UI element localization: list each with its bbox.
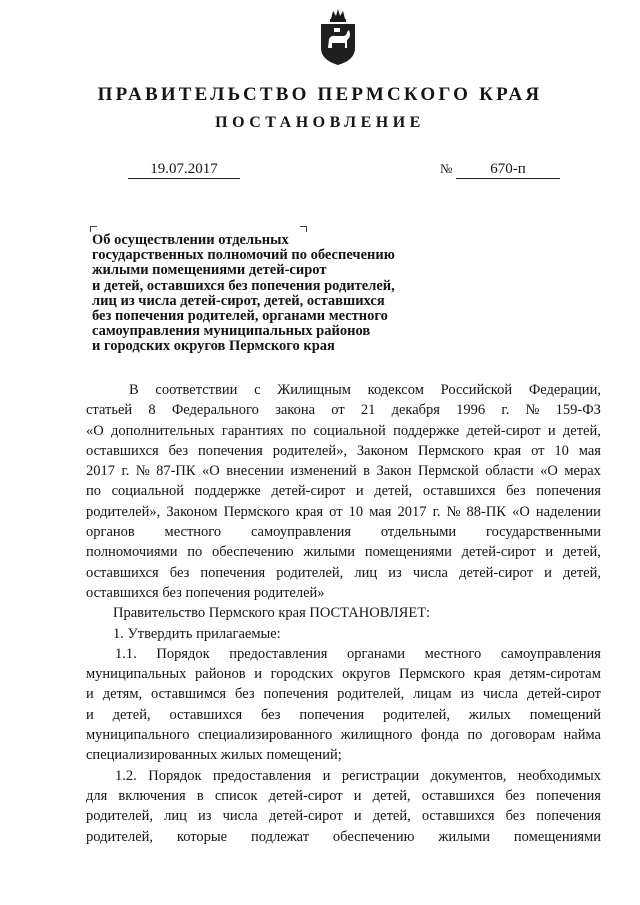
word: родителей», [86, 503, 161, 520]
word: изменений [290, 463, 357, 480]
document-body [86, 380, 601, 847]
word: без [169, 564, 190, 581]
item-1-1-line [86, 705, 601, 725]
number-sign: № [440, 161, 453, 176]
word: и [86, 686, 94, 703]
word: числа [412, 564, 448, 581]
subject-bracket-right [300, 226, 307, 232]
word: кодексом [367, 382, 424, 398]
item-1-1-line [86, 664, 601, 684]
coat-of-arms-icon [316, 8, 360, 66]
word: родителей, [337, 686, 405, 703]
word: Федерации, [528, 382, 601, 398]
word: Жилищным [277, 382, 351, 398]
word: и [86, 706, 94, 723]
authority-title: ПРАВИТЕЛЬСТВО ПЕРМСКОГО КРАЯ [97, 84, 543, 105]
word: городских [270, 666, 334, 683]
word: органов [86, 524, 135, 541]
word: без [505, 808, 526, 825]
body-line [86, 421, 601, 441]
word: жилищного [340, 727, 413, 744]
word: из [388, 564, 402, 581]
word: «О [202, 463, 220, 480]
item-1-2-line [86, 786, 601, 806]
word: закона [275, 402, 316, 419]
subject-line: Об осуществлении отдельных [92, 232, 289, 248]
word: попечения [200, 564, 266, 581]
word: оставшихся [169, 706, 243, 723]
body-line [86, 542, 601, 562]
word: 10 [554, 442, 569, 459]
body-line [86, 441, 601, 461]
word: дополнительных [111, 422, 215, 439]
word: Российской [440, 382, 513, 398]
word: детей-сирот [271, 483, 346, 500]
item-1-2-line [86, 766, 601, 786]
word: от [329, 503, 343, 520]
word: полномочиями [86, 544, 178, 561]
body-line [86, 563, 601, 583]
word: обеспечению [212, 544, 294, 561]
word: помещениями [513, 828, 601, 845]
word: оставшихся [421, 808, 495, 825]
word: необходимых [517, 767, 601, 784]
word: жилых [468, 706, 511, 723]
word: лиц [354, 564, 378, 581]
word: области [485, 463, 534, 480]
word: Законом [356, 442, 409, 459]
word: декабря [391, 402, 440, 419]
word: лиц [164, 808, 187, 825]
word: края [493, 442, 522, 459]
word: наделении [535, 503, 601, 520]
word: которые [176, 828, 228, 845]
word: поддержке [194, 483, 261, 500]
word: родителей, [382, 706, 451, 723]
word: поддержке [393, 422, 460, 439]
word: детей, [372, 787, 411, 804]
word: детей-сирот [268, 808, 343, 825]
word: «О [540, 463, 558, 480]
word: по [467, 727, 483, 744]
word: Законом [166, 503, 218, 520]
document-number: 670-п [456, 160, 560, 179]
word: 2017 [86, 463, 115, 480]
word: помещений [529, 706, 601, 723]
word: по [86, 483, 102, 500]
word: детей, [372, 808, 411, 825]
word: оставшихся [421, 787, 495, 804]
body-line [86, 461, 601, 481]
word: «О [86, 422, 104, 439]
word: по [187, 544, 203, 561]
word: муниципального [86, 727, 190, 744]
word: оставшихся [86, 442, 159, 459]
word: 87-ПК [156, 463, 196, 480]
item-1-1-line: специализированных жилых помещений; [86, 747, 342, 764]
word: предоставления [229, 645, 328, 662]
word: мая [369, 503, 392, 520]
word: г. [121, 463, 130, 480]
document-subject [92, 233, 395, 355]
word: попечения [299, 706, 365, 723]
word: Пермского [223, 503, 290, 520]
word: 2017 [397, 503, 427, 520]
word: регистрации [341, 767, 420, 784]
word: помещениями [364, 544, 452, 561]
word: жилыми [438, 828, 491, 845]
word: от [331, 402, 345, 419]
word: 8 [148, 402, 156, 419]
word: и [254, 666, 262, 683]
word: числа [482, 686, 519, 703]
word: Федерального [171, 402, 259, 419]
word: попечения [263, 686, 329, 703]
item-1-1-line [86, 644, 601, 664]
word: социальной [111, 483, 184, 500]
word: оставшихся [422, 483, 496, 500]
word: 21 [360, 402, 376, 419]
word: и [353, 808, 362, 825]
item-1-2-line [86, 806, 601, 826]
word: и [545, 544, 554, 561]
word: детей, [562, 422, 601, 439]
word: отдельными [380, 524, 457, 541]
word: лицам [413, 686, 452, 703]
word: в [196, 787, 204, 804]
word: попечения [536, 483, 601, 500]
word: и [544, 564, 552, 581]
word: Пермского [417, 442, 484, 459]
subject-line: и детей, оставшихся без попечения родителей, [92, 277, 395, 294]
word: г. [501, 402, 510, 419]
word: детей-сирот [526, 686, 601, 703]
body-line [86, 481, 601, 501]
word: и [322, 767, 331, 784]
word: мерах [564, 463, 601, 480]
word: края [473, 666, 502, 683]
word: Пермского [399, 666, 465, 683]
word: Пермской [417, 463, 479, 480]
document-type: ПОСТАНОВЛЕНИЕ [215, 114, 425, 131]
word: договорам [490, 727, 556, 744]
document-date: 19.07.2017 [128, 160, 240, 179]
word: 159-ФЗ [555, 402, 601, 419]
word: округов [342, 666, 391, 683]
word: с [254, 382, 261, 398]
word: и [547, 422, 556, 439]
body-line [86, 400, 601, 420]
word: № [135, 463, 150, 480]
word: родителей, [86, 828, 154, 845]
word: гарантиях [221, 422, 284, 439]
word: мая [578, 442, 601, 459]
word: без [235, 686, 255, 703]
word: для [86, 787, 108, 804]
word: специализированного [197, 727, 333, 744]
word: соответствии [155, 382, 238, 398]
word: г. [432, 503, 441, 520]
resolution-line: Правительство Пермского края ПОСТАНОВЛЯЕТ: [113, 605, 431, 622]
body-line: оставшихся без попечения родителей» [86, 584, 325, 601]
word: детей-сирот [461, 544, 536, 561]
word: края [295, 503, 324, 520]
word: фонда [420, 727, 460, 744]
item-1-1-line [86, 684, 601, 704]
body-line [86, 522, 601, 542]
word: самоуправления [250, 524, 352, 541]
word: и [353, 787, 362, 804]
word: оставшихся [86, 564, 159, 581]
word: оставшимся [151, 686, 227, 703]
word: без [168, 442, 189, 459]
word: местного [164, 524, 222, 541]
body-line [86, 380, 601, 400]
word: из [197, 808, 212, 825]
item-1-2-line [86, 827, 601, 847]
word: внесении [226, 463, 284, 480]
word: попечения [536, 808, 601, 825]
word: по [291, 422, 307, 439]
word: предоставления [213, 767, 312, 784]
word: жилыми [303, 544, 356, 561]
word: обеспечению [332, 828, 415, 845]
word: органами [347, 645, 406, 662]
word: без [505, 787, 526, 804]
word: из [460, 686, 474, 703]
word: детей-сирот [459, 564, 534, 581]
subject-line: лиц из числа детей-сирот, детей, оставшихся [92, 292, 385, 309]
subject-line: самоуправления муниципальных районов [92, 323, 371, 340]
word: местного [424, 645, 482, 662]
word: попечения [198, 442, 263, 459]
word: 88-ПК [466, 503, 506, 520]
word: список [214, 787, 258, 804]
word: детей-сирот [466, 422, 541, 439]
word: № [446, 503, 461, 520]
word: родителей», [272, 442, 347, 459]
word: подлежат [250, 828, 310, 845]
word: Порядок [156, 645, 210, 662]
word: самоуправления [500, 645, 601, 662]
word: районов [195, 666, 246, 683]
word: детей-сирот [268, 787, 343, 804]
item-1-1-line [86, 725, 601, 745]
word: числа [222, 808, 258, 825]
word: 10 [348, 503, 364, 520]
word: в [363, 463, 371, 480]
word: государственными [485, 524, 601, 541]
word: Порядок [148, 767, 202, 784]
word: детей, [563, 564, 601, 581]
subject-line: без попечения родителей, органами местного [92, 308, 388, 325]
item-1: 1. Утвердить прилагаемые: [113, 625, 281, 642]
word: родителей, [276, 564, 344, 581]
word: муниципальных [86, 666, 187, 683]
word: 1.1. [115, 645, 137, 662]
word: детей, [112, 706, 151, 723]
word: Закон [376, 463, 412, 480]
word: документов, [430, 767, 507, 784]
word: родителей, [86, 808, 154, 825]
subject-line: государственных полномочий по обеспечению [92, 247, 395, 264]
word: включения [118, 787, 186, 804]
word: детей, [562, 544, 601, 561]
word: и [355, 483, 364, 500]
word: детям-сиротам [509, 666, 601, 683]
word: без [506, 483, 526, 500]
word: попечения [536, 787, 601, 804]
word: «О [512, 503, 530, 520]
word: статьей [86, 402, 133, 419]
word: № [525, 402, 540, 419]
word: В [129, 382, 139, 398]
subject-line: и городских округов Пермского края [92, 338, 335, 355]
word: 1996 [456, 402, 486, 419]
word: социальной [313, 422, 386, 439]
subject-line: жилыми помещениями детей-сирот [92, 262, 327, 279]
body-line [86, 502, 601, 522]
word: детей, [374, 483, 413, 500]
word: без [261, 706, 281, 723]
word: от [531, 442, 545, 459]
word: детям, [102, 686, 143, 703]
word: 1.2. [115, 767, 137, 784]
word: найма [563, 727, 601, 744]
